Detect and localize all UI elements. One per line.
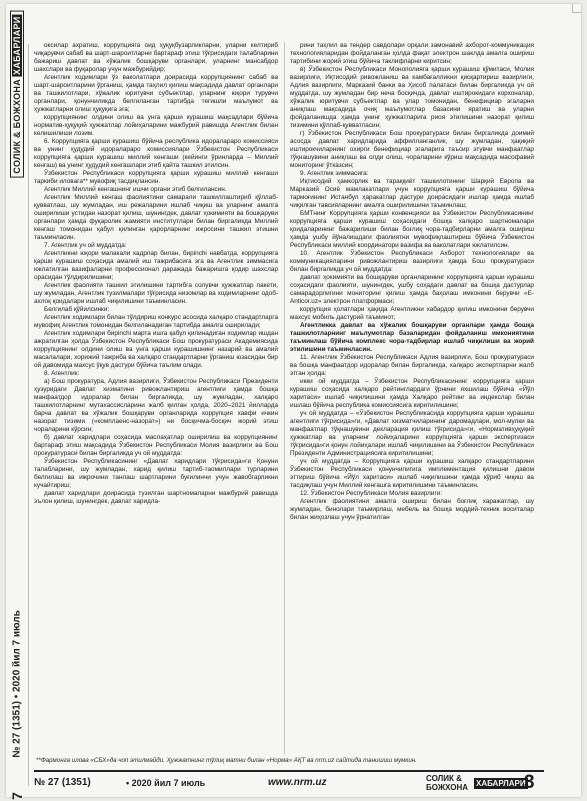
footer-page-number: 3 (524, 772, 535, 793)
paragraph: Агентлик ходимлари билан тўлдириш конкурс асосида халқаро стандартларга мувофиқ Агентлик томонидан белгиланадиган тартибда амалга оширилади; (34, 314, 278, 329)
sidebar-page-number: 7 (9, 792, 25, 800)
paragraph: 11. Агентлик Ўзбекистон Республикаси Адлия вазирлиги, Бош прокуратураси ва бошқа манфаатдор идоралар билан биргаликда, халқаро экспертларни жалб этган ҳолда: (290, 354, 534, 377)
paragraph: Агентлик Миллий кенгашнинг ишчи органи этиб белгилансин. (44, 186, 227, 193)
paragraph: давлат харидлари доирасида тузилган шартномаларни мажбурий равишда эълон қилиш, шунингдек, давлат харидла- (34, 490, 278, 505)
column-right (290, 42, 534, 754)
footer-date: • 2020 йил 7 июль (126, 778, 206, 788)
column-divider (284, 42, 285, 754)
paragraph: коррупциянинг олдини олиш ва унга қарши курашиш мақсадлари бўйича норматив-ҳуқуқий ҳужжатлар лойиҳаларини мажбурий равишда Агентлик билан келишилиши лозим. (34, 114, 278, 137)
paragraph: икки ой муддатда – Ўзбекистон Республикасининг коррупцияга қарши курашиш соҳасида халқаро рейтинглардаги ўрнини яхшилаш бўйича «Йўл харитаси» ишлаб чиқилишини ҳамда Халқаро рейтинг ва индекслар билан ишлаш бўйича республика комиссиясига киритилишини; (290, 378, 534, 409)
sidebar-logo-line2: ХАБАРЛАРИ (12, 16, 22, 75)
paragraph: Ўзбекистон Республикаси коррупцияга қарши курашиш миллий кенгаши таркиби иловага** мувофиқ тасдиқлансин. (34, 170, 278, 185)
footer-issue-number: № 27 (1351) (34, 777, 91, 788)
paragraph: а) Бош прокуратура, Адлия вазирлиги, Ўзбекистон Республикаси Президенти ҳузуридаги Давлат хизматини ривожлантириш агентлиги ҳамда бошқа манфаатдор идоралар билан биргаликда, шу жумладан, халқаро ташкилотларнинг мутахассисларини жалб қилган ҳолда, 2020–2021 йилларда барча давлат ва хўжалик бошқаруви органларида коррупция хавфи ичкин назорат тизими («комплаенс-назорат») ни босқичма-босқич жорий этиш чораларини кўрсин; (34, 378, 278, 433)
paragraph: Агентлик ходимлари ўз ваколатлари доирасида коррупциянинг сабаб ва шарт-шароитларини ўрганиш, ҳамда таҳлил қилиш мақсадида давлат органлари ва ташкилотлари, хўжалик юритувчи субъектлар, уларнинг юқори турувчи органлари, қонунчиликда белгиланган тартибда тегишли маълумот ва ҳужжатларни олиш ҳуқуқига эга; (34, 74, 278, 113)
paragraph: Иқтисодий ҳамкорлик ва тараққиёт ташкилотининг Шарқий Европа ва Марказий Осиё мамлакатлари учун коррупцияга қарши курашиш бўйича тармоғининг Истанбул ҳаракатлар дастури доирасидаги ишлар ҳамда ишлаб чиқилган тавсияларнинг амалга оширилишини таъминлаш; (290, 178, 534, 209)
paragraph: Агентлик ходимлари бирinchi марта ишга қабул қилинадиган ходимлар ишдан ажратилган ҳолда Ўзбекистон Республикаси Бош прокуратураси Академиясида коррупциянинг олдини олиш ва унга қарши курашишнинг назарий ва амалий масалалари, хорижий тажриба ва халқаро стандартларни ўрганиш юзасидан бир ой давомида махсус ўқув дастури бўйича таълим олади. (34, 330, 278, 369)
sidebar-issue-date: № 27 (1351) • 2020 йил 7 июль (11, 610, 23, 758)
paragraph: Агентлик Миллий кенгаш фаолиятини самарали ташкиллаштириб қўллаб-қувватлаш, шу жумладан, иш режаларини ишлаб чиқиш ва уларнинг амалга оширилиши устидан назорат қилиш, шунингдек, давлат ҳокимияти ва бошқаруви органлари ҳамда фуқаролик жамияти институтлари билан биргаликда Миллий кенгаш томонидан қабул қилинган қарорларнинг ижросини ташкил этишни таъминласин. (34, 194, 278, 241)
footer-logo-line2: БОЖХОНА (426, 783, 469, 792)
paragraph: давлат ҳокимияти ва бошқаруви органларининг коррупцияга қарши курашиш соҳасидаги фаолияти, шунингдек, ушбу соҳадаги давлат ва бошқа дастурлар самарадорлигини мониторинг қилиш ҳамда баҳолаш имконини берувчи «E-Anticor.uz» электрон платформаси; (290, 274, 534, 305)
article-body (34, 42, 542, 754)
paragraph: 7. Агентлик уч ой муддатда: (44, 242, 127, 249)
paragraph: 12. Ўзбекистон Республикаси Молия вазирлиги: (300, 490, 443, 497)
footer-logo (426, 774, 526, 792)
paragraph: Агентлик фаолияти ташкил этилишини тартибга солувчи ҳужжатлар пакети, шу жумладан, Агентлик тузилмалари тўғрисида низомлар ва ходимларнинг одоб-ахлоқ қоидалари ишлаб чиқилишини таъминласин. (34, 282, 278, 305)
page-footer (34, 774, 544, 794)
footnote: **Фармонга илова «СБХ»да чоп этилмайди. Ҳужжатнинг тўлиқ матни билан «Норма» АҚТ ва nrm.uz сайтида танишиш мумкин. (36, 757, 417, 764)
paragraph: уч ой муддатда – «Ўзбекистон Республикасида коррупцияга қарши курашиш агентлиги тўғрисида»ги, «Давлат хизматчиларининг даромадлари, мол-мулки ва манфаатлар тўқнашувини декларация қилиш тўғрисида»ги, «Нормативҳуқуқий ҳужжатлар ва уларнинг лойиҳаларини коррупцияга қарши экспертизаси тўғрисида»ги қонун лойиҳалари ишлаб чиқилишини ва Ўзбекистон Республикаси Президенти Администрациясига киритилишини; (290, 410, 534, 457)
paragraph: 10. Агентлик Ўзбекистон Республикаси Ахборот технологиялари ва коммуникацияларини ривожлантириш вазирлиги ҳамда Бош прокуратураси билан биргаликда уч ой муддатда: (290, 250, 534, 273)
paragraph: 9. Агентлик зиммасига: (300, 170, 369, 177)
left-margin-strip (6, 16, 29, 800)
paragraph: уч ой муддатда – Коррупцияга қарши курашиш халқаро стандартларини Ўзбекистон Республикаси қонунчилигига имплементация қилишни давом эттириш бўйича «Йўл харитаси» ишлаб чиқилишини ҳамда кўриб чиқиш ва тасдиқлаш учун Миллий кенгашга киритилишини таъминласин. (290, 458, 534, 489)
paragraph: 6. Коррупцияга қарши курашиш бўйича республика идоралараро комиссияси ва унинг ҳудудий идоралараро комиссиялари Ўзбекистон Республикаси коррупцияга қарши курашиш миллий кенгаши (кейинги ўринларда – Миллий кенгаш) ва унинг ҳудудий кенгашлари этиб қайта ташкил этилсин. (34, 138, 278, 169)
paragraph: оксилар ахратиш, коррупцияга оид ҳуқуқбузарликларни, уларни келтириб чиқарувчи сабаб ва шарт-шароитларни бартараф этиш тўғрисидаги талабларини бажариш давлат ва хўжалик бошқаруви органлари, уларнинг мансабдор шахслари ва фуқаролар учун мажбурийдир; (34, 42, 278, 73)
corner-mark (572, 4, 581, 13)
paragraph: в) Ўзбекистон Республикаси Монополияга қарши курашиш қўмитаси, Молия вазирлиги, Иқтисодий ривожланиш ва камбағалликни қисқартириш вазирлиги, Адлия вазирлиги, Марказий банки ва Ҳисоб палатаси билан биргаликда уч ой муддатда, шу жумладан бир неча босқичда, давлат иштирокидаги корхоналар, хўжалик юритувчи субъектлар ва улар томонидан, бенефициар эгаларни аниқлаш мақсадида очиқ маълумотлар базасини яратиш ва уларни фойдаланишда ҳамда унинг ҳужжатларига риоя этилишини назорат қилиш тизимини қўллаб-қувватласин; (290, 66, 534, 129)
paragraph: Ўзбекистон Республикасининг «Давлат харидлари тўғрисида»ги Қонуни талабларини, шу жумладан, харид қилиш тартиб-таомиллари турларини белгилаш ва ижрочини танлаш шартларини буғилинчи учун жавобгарликни кучайтириш; (34, 458, 278, 489)
paragraph: Белгилаб қўйилсинки: (44, 306, 110, 313)
paragraph: рини таҳлил ва тендер савдолари орқали замонавий ахборот-коммуникация технологияларидан фойдаланган ҳолда фақат электрон шаклда амалга ошириш тартибини жорий этиш бўйича таклифларни киритсин; (290, 42, 534, 65)
footer-logo-line1: СОЛИК & (426, 774, 462, 783)
column-left (34, 42, 278, 754)
paragraph: Агентликка давлат ва хўжалик бошқаруви органлари ҳамда бошқа ташкилотларнинг маълумотлар базаларидан фойдаланиш имкониятини таъминлаш бўйича комплекс чора-тадбирлар ишлаб чиқилиши ва жорий этилишини таъминласин. (290, 322, 534, 353)
footer-rule (34, 770, 544, 772)
sidebar-logo-line1: СОЛИК & БОЖХОНА (12, 78, 22, 174)
sidebar-logo (10, 10, 24, 177)
paragraph: коррупция ҳолатлари ҳақида Агентликни хабардор қилиш имконини берувчи махсус мобиль дастурий таъминот; (290, 306, 534, 321)
footer-website-link[interactable]: www.nrm.uz (268, 777, 327, 788)
paragraph: г) Ўзбекистон Республикаси Бош прокуратураси билан биргаликда доимий асосда давлат харидларида аффилланганлик, шу жумладан, ҳақиқий иштирокчиларнинг охирги бенефициар эгаларига таъсир этувчи манфаатлар тўқнашувини аниқлаш ва олди олиш, чораларини кўриш мақсадида масофавий мониторинг ўтказсин; (290, 130, 534, 169)
paragraph: б) давлат харидлари соҳасида маслаҳатлар оширилиш ва коррупциянинг бартараф этиш мақсадида Ўзбекистон Республикаси Молия вазирлиги ва Бош прокуратураси билан биргаликда уч ой муддатда: (34, 434, 278, 457)
paragraph: Агентлик фаолиятини амалга ошириш билан боғлиқ харажатлар, шу жумладан, бинолари таъмирлаш, мебель ва бошқа моддий-техник воситалар билан жиҳозлаш учун ўрнатилган (290, 498, 534, 521)
paragraph: 8. Агентлик: (44, 370, 80, 377)
paragraph: БМТнинг Коррупцияга қарши конвенцияси ва Ўзбекистон Республикасининг коррупцияга қарши курашиш соҳасидаги бошқа халқаро шартномалари қоидаларининг бажарилиши билан боғлиқ чора-тадбирларни амалга ошириш ҳамда ушбу йўналишдаги фаолиятни мувофиқлаштириш бўйича Ўзбекистон Республикаси миллий координатори вазифа ва ваколатлари юклатилсин. (290, 210, 534, 249)
paragraph: Агентликни юқори малакали кадрлар билан, бирinchi навбатда, коррупцияга қарши курашиш соҳасида амалий иш тажрибасига эга ва Агентлик зиммасига юклатилган вазифаларни профессионал даражада бажаришга қодир шахслар орасидан тўлдирилишини; (34, 250, 278, 281)
footer-logo-black: ХАБАРЛАРИ (476, 779, 526, 788)
